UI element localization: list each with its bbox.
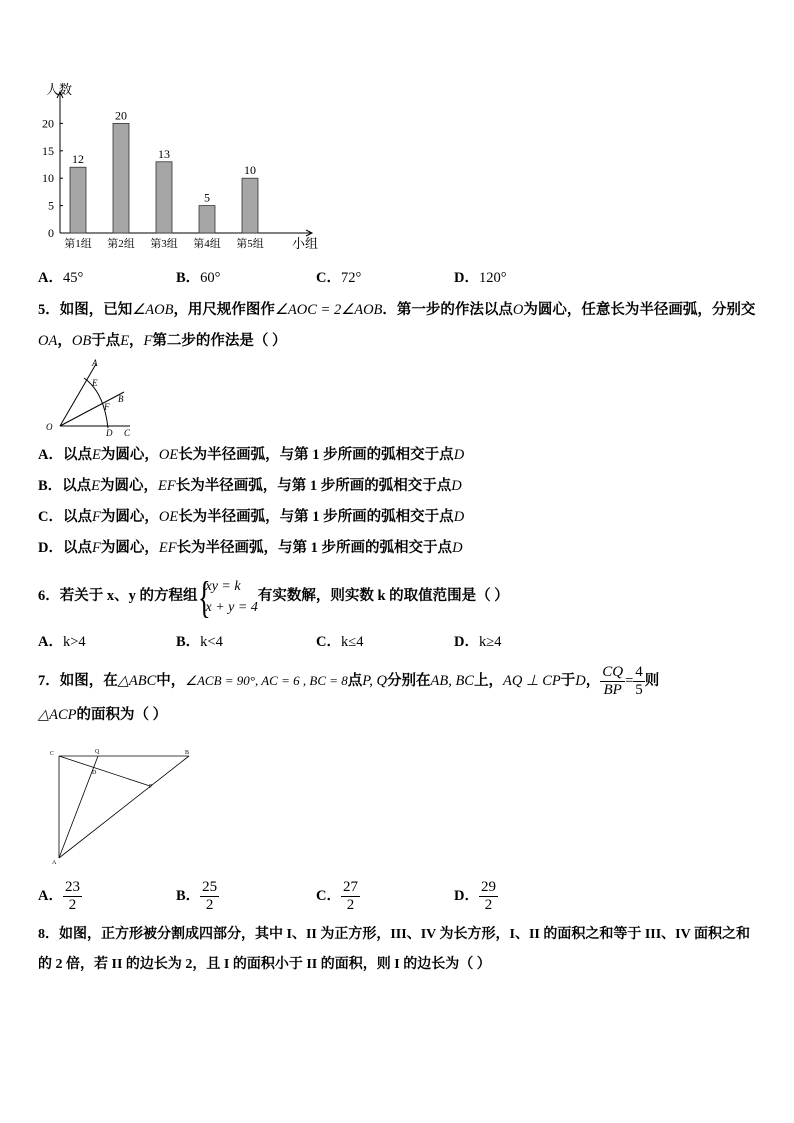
q8-stem-line2: 的 2 倍，若 II 的边长为 2，且 I 的面积小于 II 的面积，则 I 的边长为（ ） (38, 957, 491, 972)
category-label: 第2组 (107, 238, 135, 250)
q7-option-a[interactable]: A． $\frac{23}{2}$ (38, 879, 80, 914)
label-B: B (118, 394, 124, 404)
q5-angle-figure (40, 356, 140, 440)
category-label: 第4组 (193, 238, 221, 250)
bar-value-label: 20 (115, 108, 127, 123)
label-E: E (92, 378, 98, 388)
bar (70, 167, 86, 233)
y-tick-label: 10 (42, 171, 54, 186)
q6-option-a[interactable]: A．k>4 (38, 634, 86, 650)
equation-system: { xy = k x + y = 4 (197, 572, 258, 622)
label-D: D (92, 770, 97, 776)
q4-option-c[interactable]: C．72° (316, 270, 362, 286)
q4-option-a[interactable]: A．45° (38, 270, 84, 286)
category-label: 第5组 (236, 238, 264, 250)
bar (242, 178, 258, 233)
y-axis-label: 人数 (46, 82, 73, 97)
y-tick-label: 5 (48, 198, 54, 213)
category-label: 第3组 (150, 238, 178, 250)
label-O: O (46, 422, 53, 432)
label-C: C (50, 751, 55, 757)
y-tick-label: 20 (42, 116, 54, 131)
q4-option-b[interactable]: B．60° (176, 270, 221, 286)
label-A: A (52, 860, 57, 866)
y-tick-label: 0 (48, 226, 54, 240)
q6-option-d[interactable]: D．k≥4 (454, 634, 502, 650)
label-Q: Q (95, 749, 100, 755)
q4-option-d[interactable]: D．120° (454, 270, 507, 286)
label-P: P (149, 784, 153, 790)
bar (199, 206, 215, 233)
bar-value-label: 13 (158, 146, 170, 161)
label-D: D (106, 428, 113, 438)
q5-option-d[interactable]: D．以点F为圆心，EF长为半径画弧，与第 1 步所画的弧相交于点D (38, 540, 463, 556)
q7-option-b[interactable]: B． $\frac{25}{2}$ (176, 879, 218, 914)
label-F: F (104, 402, 110, 412)
q5-option-a[interactable]: A．以点E为圆心，OE长为半径画弧，与第 1 步所画的弧相交于点D (38, 447, 465, 463)
bar-value-label: 5 (204, 190, 210, 205)
q7-option-d[interactable]: D． $\frac{29}{2}$ (454, 879, 496, 914)
q7-stem-line2: △ACP的面积为（ ） (38, 707, 168, 723)
label-C: C (124, 428, 131, 438)
q5-stem-line1: 5．如图，已知∠AOB，用尺规作图作∠AOC = 2∠AOB．第一步的作法以点O为圆心，任意长为半径画弧，分别交 (38, 302, 756, 318)
q6-option-b[interactable]: B．k<4 (176, 634, 223, 650)
bar-value-label: 12 (72, 152, 84, 167)
ratio-fraction: $\frac{CQ}{BP}$ (602, 664, 624, 699)
q7-triangle-figure (44, 746, 204, 866)
bar (156, 162, 172, 233)
q7-stem-line1: 7．如图，在△ABC中，∠ACB = 90°, AC = 6 , BC = 8点P, Q分别在AB, BC上，AQ ⊥ CP于D， $\frac{CQ}{BP}$ = $\frac{4}{5}$ 则 (38, 664, 660, 699)
category-label: 第1组 (64, 238, 92, 250)
q7-option-c[interactable]: C． $\frac{27}{2}$ (316, 879, 358, 914)
q5-option-c[interactable]: C．以点F为圆心，OE长为半径画弧，与第 1 步所画的弧相交于点D (38, 509, 465, 525)
label-B: B (185, 750, 190, 756)
y-tick-label: 15 (42, 143, 54, 158)
bar-chart (30, 80, 330, 260)
bar-value-label: 10 (244, 163, 256, 178)
label-A: A (92, 358, 98, 368)
q5-option-b[interactable]: B．以点E为圆心，EF长为半径画弧，与第 1 步所画的弧相交于点D (38, 478, 462, 494)
q5-stem-line2: OA，OB于点E，F第二步的作法是（ ） (38, 333, 287, 349)
bar (113, 123, 129, 233)
value-fraction: $\frac{4}{5}$ (635, 664, 643, 699)
q8-stem-line1: 8．如图，正方形被分割成四部分，其中 I、II 为正方形，III、IV 为长方形，I、II 的面积之和等于 III、IV 面积之和 (38, 927, 750, 942)
q6-option-c[interactable]: C．k≤4 (316, 634, 364, 650)
x-axis-label: 小组 (292, 236, 319, 251)
q6-stem: 6．若关于 x、y 的方程组 { xy = k x + y = 4 有实数解，则实数 k 的取值范围是（ ） (38, 572, 509, 622)
